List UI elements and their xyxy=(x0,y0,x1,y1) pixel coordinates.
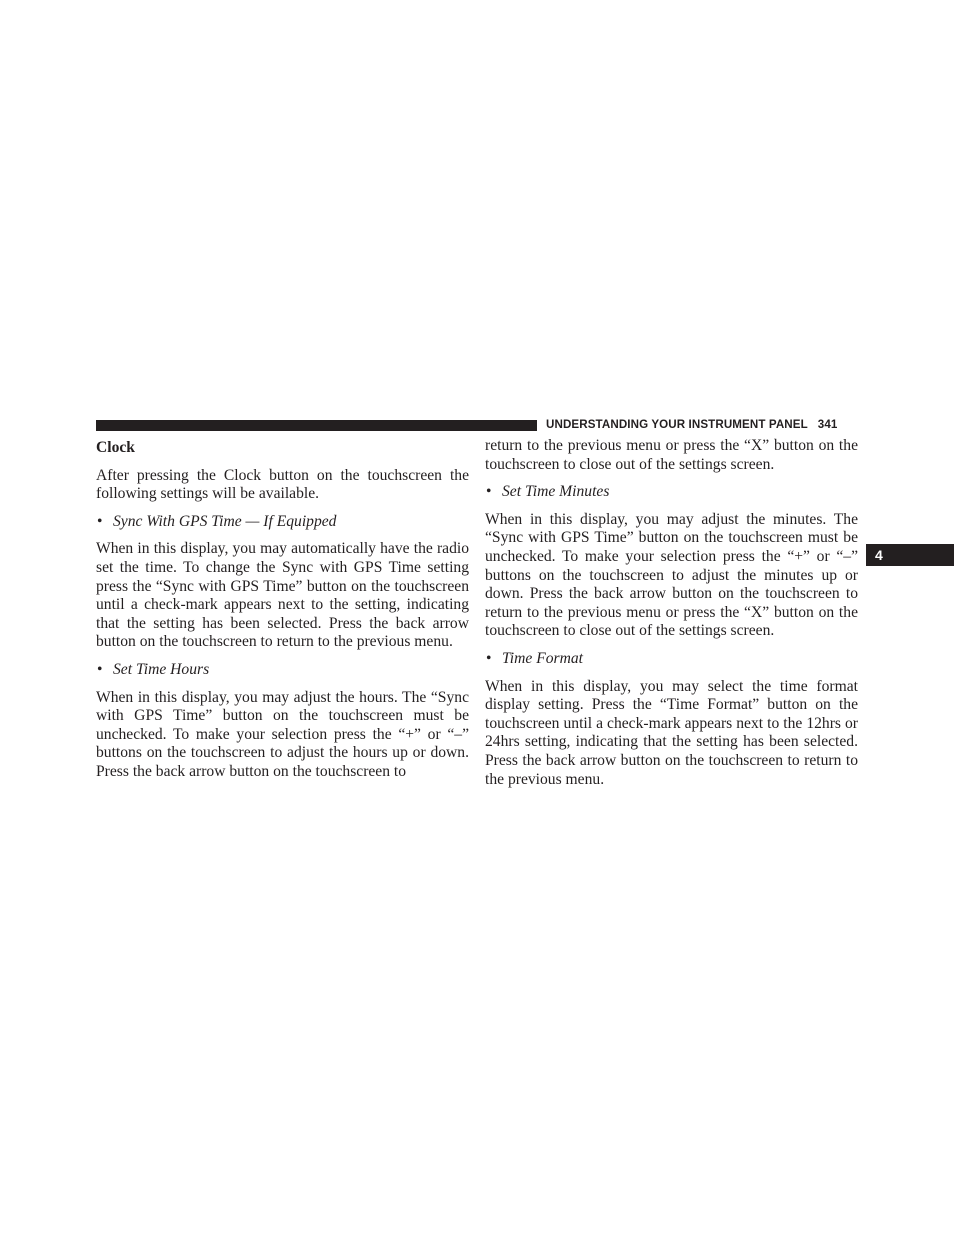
bullet-label: Set Time Hours xyxy=(113,660,210,678)
intro-paragraph: After pressing the Clock button on the touchscreen the following settings will be available. xyxy=(96,466,469,503)
right-column xyxy=(485,437,858,798)
bullet-label: Sync With GPS Time — If Equipped xyxy=(113,512,337,530)
sync-gps-paragraph: When in this display, you may automatically have the radio set the time. To change the Sync with GPS Time setting press the “Sync with GPS Time” button on the touchscreen until a check-mark appears next to the setting, indicating that the setting has been selected. Press the back arrow button on the touchscreen to return to the previous menu. xyxy=(96,540,469,651)
bullet-icon: • xyxy=(97,512,103,530)
bullet-sync-gps-time xyxy=(96,513,469,532)
time-format-paragraph: When in this display, you may select the time format display setting. Press the “Time Format” button on the touchscreen until a check-mark appears next to the 12hrs or 24hrs setting, indicating that the setting has been selected. Press the back arrow button on the touchscreen to return to the previous menu. xyxy=(485,677,858,788)
page-number: 341 xyxy=(817,418,838,431)
bullet-label: Time Format xyxy=(502,649,584,667)
bullet-label: Set Time Minutes xyxy=(502,483,610,501)
section-title: UNDERSTANDING YOUR INSTRUMENT PANEL xyxy=(546,418,808,431)
chapter-tab: 4 xyxy=(866,544,954,566)
set-minutes-paragraph: When in this display, you may adjust the minutes. The “Sync with GPS Time” button on the touchscreen must be unchecked. To make your selection press the “+” or “–” buttons on the touchscreen to adjust the minutes up or down. Press the back arrow button on the touchscreen to return to the previous menu or press the “X” button on the touchscreen to close out of the settings screen. xyxy=(485,510,858,640)
set-hours-paragraph-continued: return to the previous menu or press the “X” button on the touchscreen to close out of the settings screen. xyxy=(485,437,858,473)
bullet-time-format xyxy=(485,650,858,669)
header-rule xyxy=(96,420,537,431)
bullet-set-time-minutes xyxy=(485,483,858,502)
bullet-icon: • xyxy=(486,649,492,667)
bullet-icon: • xyxy=(97,660,103,678)
running-header xyxy=(546,417,858,433)
set-hours-paragraph: When in this display, you may adjust the hours. The “Sync with GPS Time” button on the touchscreen must be unchecked. To make your selection press the “+” or “–” buttons on the touchscreen to adjust the hours up or down. Press the back arrow button on the touchscreen to xyxy=(96,688,469,780)
section-heading: Clock xyxy=(96,439,135,456)
bullet-set-time-hours xyxy=(96,661,469,680)
left-column xyxy=(96,437,469,791)
bullet-icon: • xyxy=(486,483,492,501)
